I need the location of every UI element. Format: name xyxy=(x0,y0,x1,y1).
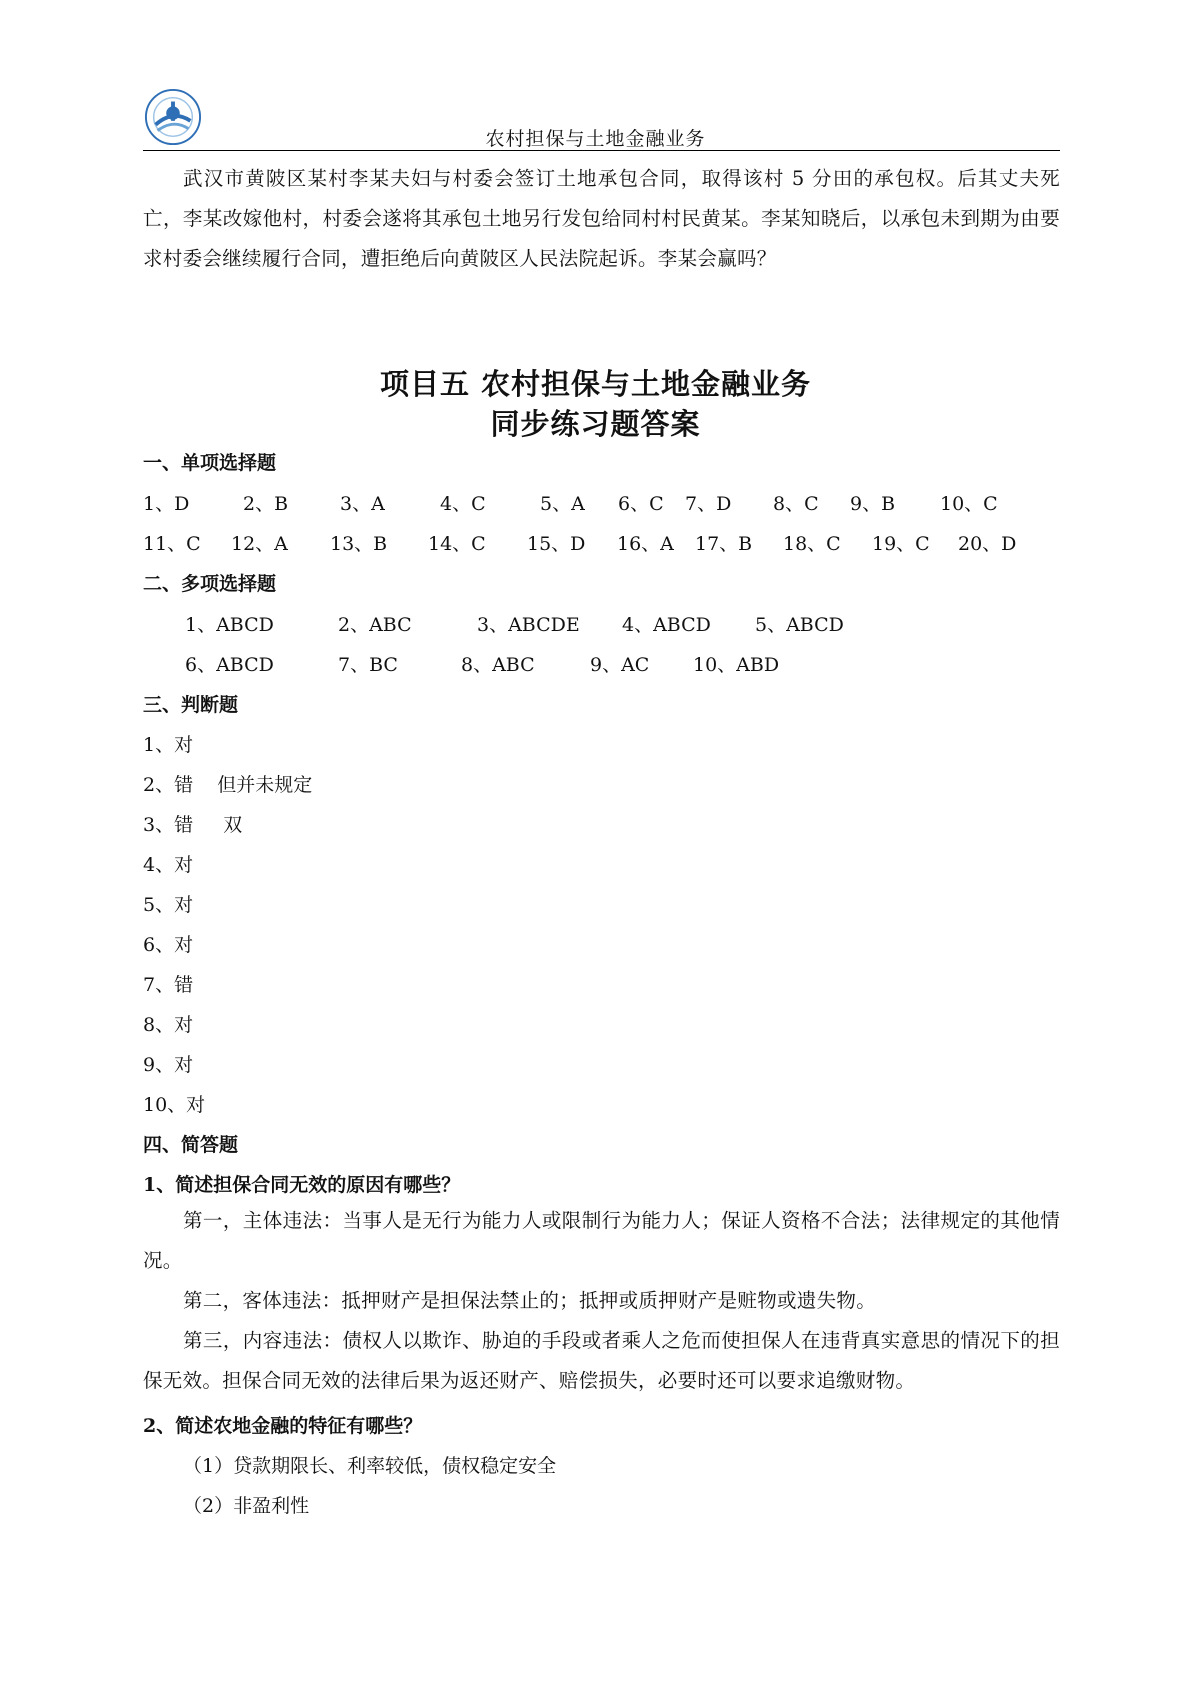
multi-choice-answer: 5、ABCD xyxy=(755,614,844,636)
true-false-answer: 8、对 xyxy=(143,1014,194,1036)
single-choice-answer: 16、A xyxy=(617,533,674,555)
true-false-answer: 3、错 双 xyxy=(143,814,243,836)
multi-choice-answer: 9、AC xyxy=(590,654,650,676)
single-choice-answer: 10、C xyxy=(940,493,998,515)
true-false-answer: 10、对 xyxy=(143,1094,206,1116)
short-answer-paragraph: 第二，客体违法：抵押财产是担保法禁止的；抵押或质押财产是赃物或遗失物。 xyxy=(183,1289,877,1312)
case-paragraph: 武汉市黄陂区某村李某夫妇与村委会签订土地承包合同，取得该村 5 分田的承包权。后其丈夫死亡，李某改嫁他村，村委会遂将其承包土地另行发包给同村村民黄某。李某知晓后，以承包未到期为由要求村委会继续履行合同，遭拒绝后向黄陂区人民法院起诉。李某会赢吗？ xyxy=(143,167,1060,270)
multi-choice-answer: 2、ABC xyxy=(338,614,412,636)
true-false-answer: 9、对 xyxy=(143,1054,194,1076)
single-choice-answer: 11、C xyxy=(143,533,201,555)
true-false-answer: 7、错 xyxy=(143,974,194,996)
short-answer-item: （2）非盈利性 xyxy=(183,1495,310,1517)
section-heading-true-false: 三、判断题 xyxy=(143,694,239,716)
single-choice-answer: 7、D xyxy=(685,493,732,515)
page-header-title: 农村担保与土地金融业务 xyxy=(485,128,706,150)
single-choice-answer: 1、D xyxy=(143,493,190,515)
multi-choice-answer: 10、ABD xyxy=(693,654,780,676)
single-choice-answer: 19、C xyxy=(872,533,930,555)
section-heading-short-answer: 四、简答题 xyxy=(143,1134,239,1156)
single-choice-answer: 13、B xyxy=(330,533,388,555)
single-choice-answer: 5、A xyxy=(540,493,585,515)
section-heading-multi-choice: 二、多项选择题 xyxy=(143,573,277,595)
short-answer-paragraph: 第一，主体违法：当事人是无行为能力人或限制行为能力人；保证人资格不合法；法律规定的其他情况。 xyxy=(143,1209,1060,1272)
short-answer-question: 1、简述担保合同无效的原因有哪些？ xyxy=(143,1174,461,1196)
true-false-answer: 6、对 xyxy=(143,934,194,956)
multi-choice-answer: 4、ABCD xyxy=(622,614,711,636)
single-choice-answer: 3、A xyxy=(340,493,385,515)
single-choice-answer: 20、D xyxy=(958,533,1017,555)
header-divider xyxy=(143,150,1060,151)
single-choice-answer: 8、C xyxy=(773,493,819,515)
single-choice-answer: 2、B xyxy=(243,493,289,515)
short-answer-paragraph: 第三，内容违法：债权人以欺诈、胁迫的手段或者乘人之危而使担保人在违背真实意思的情况下的担保无效。担保合同无效的法律后果为返还财产、赔偿损失，必要时还可以要求追缴财物。 xyxy=(143,1329,1060,1392)
single-choice-answer: 6、C xyxy=(618,493,664,515)
short-answer-item: （1）贷款期限长、利率较低，债权稳定安全 xyxy=(183,1455,557,1477)
multi-choice-answer: 1、ABCD xyxy=(185,614,274,636)
multi-choice-answer: 6、ABCD xyxy=(185,654,274,676)
main-subtitle: 同步练习题答案 xyxy=(490,407,701,441)
single-choice-answer: 14、C xyxy=(428,533,486,555)
single-choice-answer: 12、A xyxy=(231,533,288,555)
single-choice-answer: 15、D xyxy=(527,533,586,555)
multi-choice-answer: 7、BC xyxy=(338,654,398,676)
multi-choice-answer: 8、ABC xyxy=(461,654,535,676)
single-choice-answer: 4、C xyxy=(440,493,486,515)
short-answer-question: 2、简述农地金融的特征有哪些？ xyxy=(143,1415,423,1437)
single-choice-answer: 17、B xyxy=(695,533,753,555)
main-title: 项目五 农村担保与土地金融业务 xyxy=(379,367,812,401)
multi-choice-answer: 3、ABCDE xyxy=(477,614,580,636)
true-false-answer: 1、对 xyxy=(143,734,194,756)
true-false-answer: 2、错 但并未规定 xyxy=(143,774,313,796)
true-false-answer: 4、对 xyxy=(143,854,194,876)
single-choice-answer: 18、C xyxy=(783,533,841,555)
true-false-answer: 5、对 xyxy=(143,894,194,916)
single-choice-answer: 9、B xyxy=(850,493,896,515)
section-heading-single-choice: 一、单项选择题 xyxy=(143,452,277,474)
